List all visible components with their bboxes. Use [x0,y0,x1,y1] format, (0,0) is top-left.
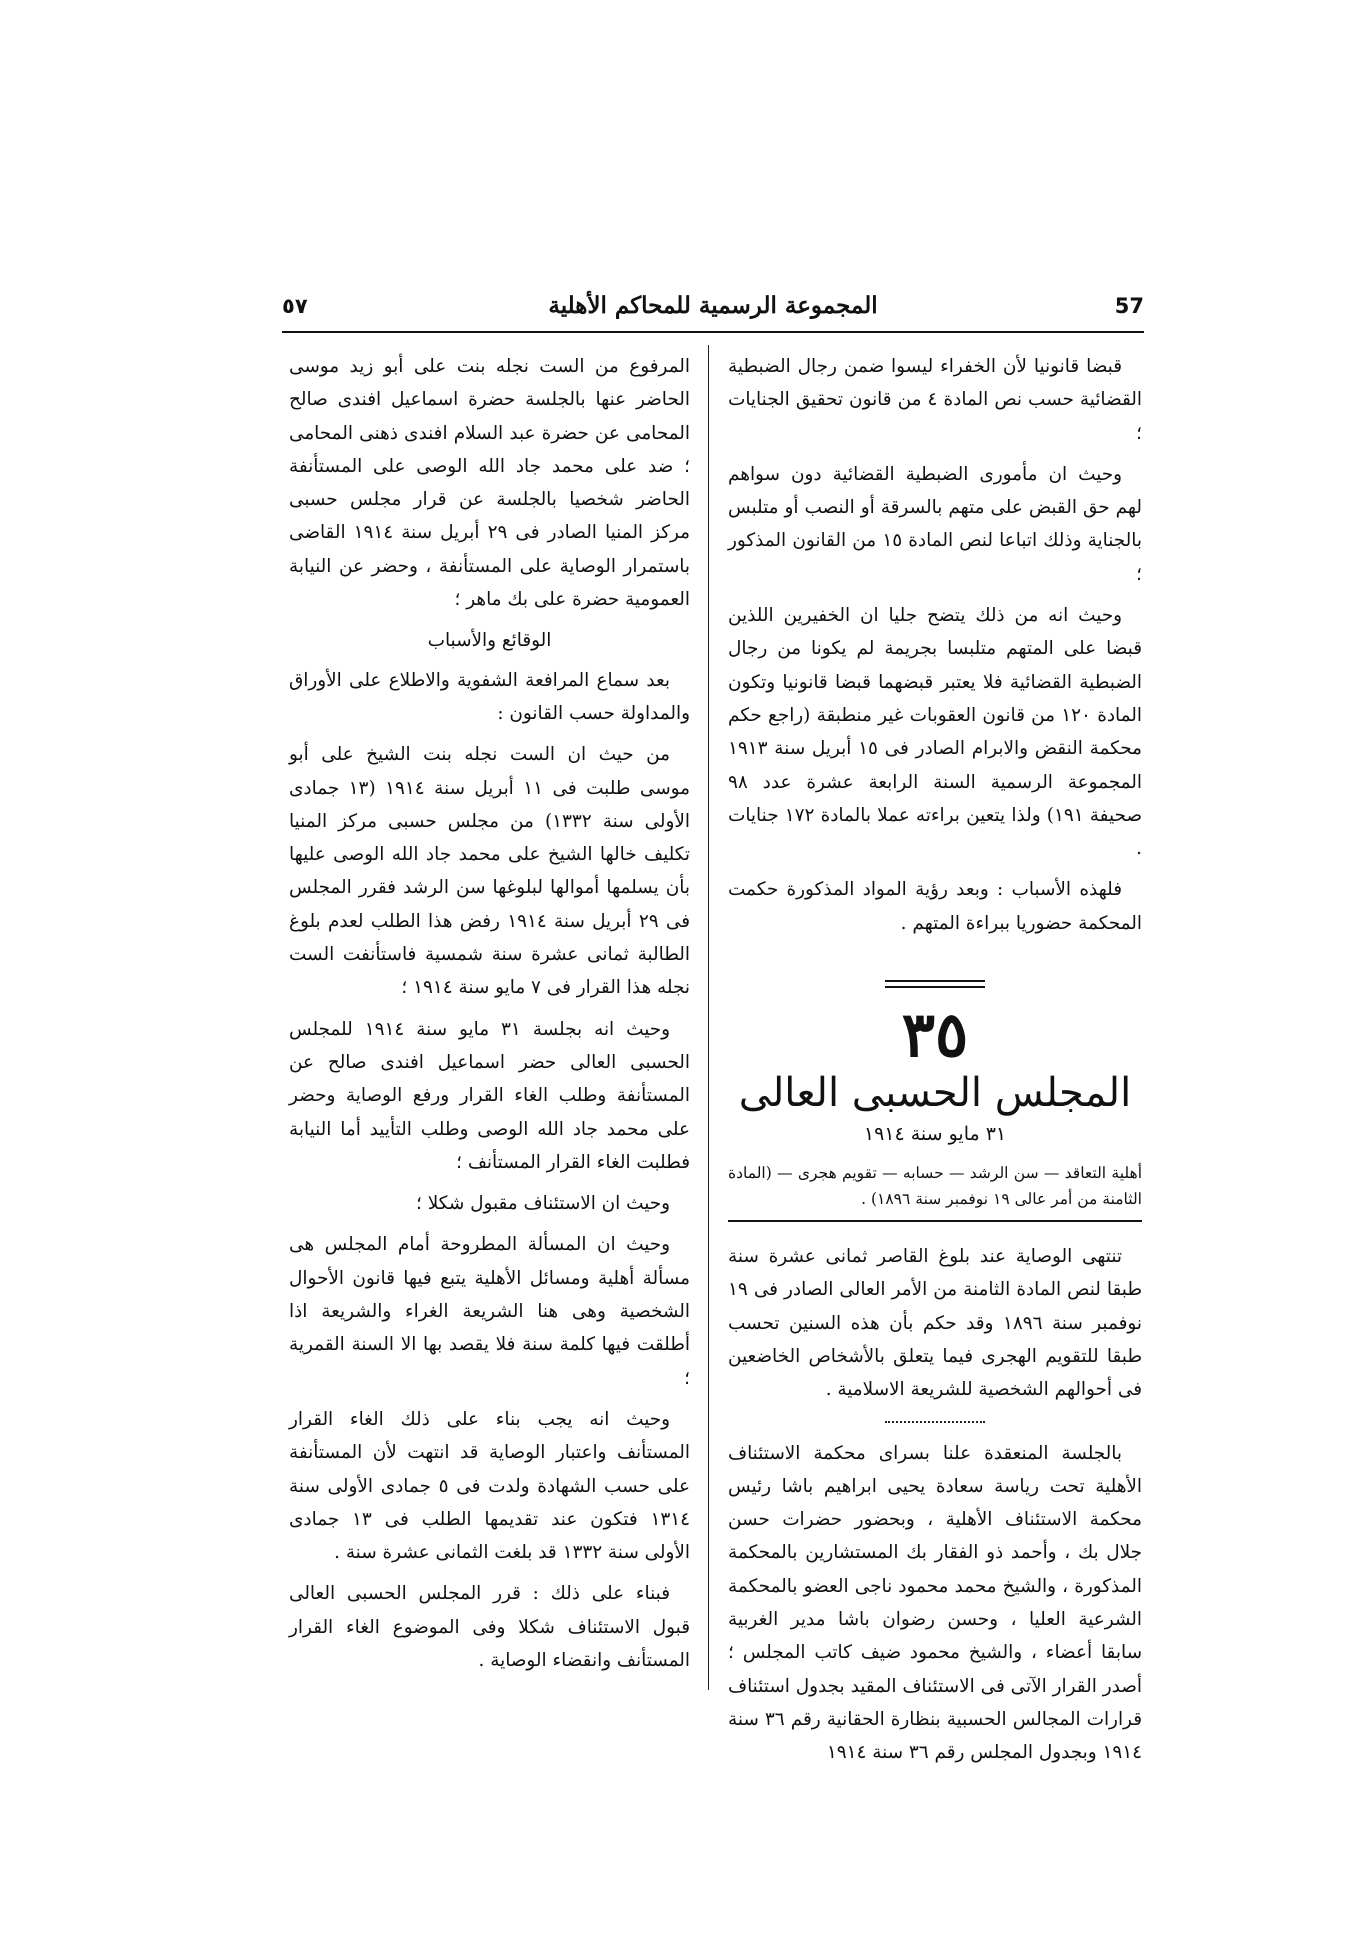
left-column [289,350,690,1685]
case-number: ٣٥ [901,998,969,1072]
paragraph: من حيث ان الست نجله بنت الشيخ على أبو موسى طلبت فى ١١ أبريل سنة ١٩١٤ (١٣ جمادى الأولى سنة ١٣٣٢) من مجلس حسبى مركز المنيا تكليف خالها الشيخ على محمد جاد الله الوصى عليها بأن يسلمها أموالها لبلوغها سن الرشد فقرر المجلس فى ٢٩ أبريل سنة ١٩١٤ رفض هذا الطلب لعدم بلوغ الطالبة ثمانى عشرة سنة شمسية فاستأنفت الست نجله هذا القرار فى ٧ مايو سنة ١٩١٤ ؛ [289,744,690,999]
paragraph: المرفوع من الست نجله بنت على أبو زيد موسى الحاضر عنها بالجلسة حضرة اسماعيل افندى صالح المحامى عن حضرة عبد السلام افندى ذهنى المحامى ؛ ضد على محمد جاد الله الوصى على المستأنفة الحاضر شخصيا بالجلسة عن قرار مجلس حسبى مركز المنيا الصادر فى ٢٩ أبريل سنة ١٩١٤ القاضى باستمرار الوصاية على المستأنفة ، وحضر عن النيابة العمومية حضرة على بك ماهر ؛ [289,356,690,611]
right-column [728,350,1142,1778]
case-keywords: أهلية التعاقد — سن الرشد — حسابه — تقويم هجرى — (المادة الثامنة من أمر عالى ١٩ نوفمبر سنة ١٨٩٦) . [728,1164,1142,1209]
paragraph: وحيث انه من ذلك يتضح جليا ان الخفيرين اللذين قبضا على المتهم متلبسا بجريمة لم يكونا من رجال الضبطية القضائية فلا يعتبر قبضهما قبضا قانونيا وتكون المادة ١٢٠ من قانون العقوبات غير منطبقة (راجع حكم محكمة النقض والابرام الصادر فى ١٥ أبريل سنة ١٩١٣ المجموعة الرسمية السنة الرابعة عشرة عدد ٩٨ صحيفة ١٩١) ولذا يتعين براءته عملا بالمادة ١٧٢ جنايات . [728,605,1143,860]
court-name: المجلس الحسبى العالى [738,1070,1132,1117]
dotted-separator [885,1421,985,1423]
paragraph: وحيث ان الاستئناف مقبول شكلا ؛ [416,1193,670,1215]
case-summary: تنتهى الوصاية عند بلوغ القاصر ثمانى عشرة سنة طبقا لنص المادة الثامنة من الأمر العالى الصادر فى ١٩ نوفمبر سنة ١٨٩٦ وقد حكم بأن هذه السنين تحسب طبقا للتقويم الهجرى فيما يتعلق بالأشخاص الخاضعين فى أحوالهم الشخصية للشريعة الاسلامية . [728,1246,1142,1401]
paragraph: وحيث ان المسألة المطروحة أمام المجلس هى مسألة أهلية ومسائل الأهلية يتبع فيها قانون الأحوال الشخصية وهى هنا الشريعة الغراء والشريعة اذا أطلقت فيها كلمة سنة فلا يقصد بها الا السنة القمرية ؛ [289,1234,690,1389]
section-separator [885,980,985,988]
paragraph: وحيث انه بجلسة ٣١ مايو سنة ١٩١٤ للمجلس الحسبى العالى حضر اسماعيل افندى صالح عن المستأنفة وطلب الغاء القرار ورفع الوصاية وحضر على محمد جاد الله الوصى وطلب التأييد أما النيابة فطلبت الغاء القرار المستأنف ؛ [289,1018,690,1173]
case-date: ٣١ مايو سنة ١٩١٤ [863,1123,1007,1146]
page-number-latin: 57 [1114,294,1144,318]
paragraph: فلهذه الأسباب : وبعد رؤية المواد المذكورة حكمت المحكمة حضوريا ببراءة المتهم . [728,879,1142,934]
paragraph: وحيث انه يجب بناء على ذلك الغاء القرار المستأنف واعتبار الوصاية قد انتهت لأن المستأنفة على حسب الشهادة ولدت فى ٥ جمادى الأولى سنة ١٣١٤ فتكون عند تقديمها الطلب فى ١٣ جمادى الأولى سنة ١٣٣٢ قد بلغت الثمانى عشرة سنة . [289,1408,690,1564]
column-divider [708,345,709,1690]
paragraph: فبناء على ذلك : قرر المجلس الحسبى العالى قبول الاستئناف شكلا وفى الموضوع الغاء القرار المستأنف وانقضاء الوصاية . [289,1583,690,1671]
summary-rule [728,1220,1142,1222]
running-title: المجموعة الرسمية للمحاكم الأهلية [548,292,878,319]
paragraph: قبضا قانونيا لأن الخفراء ليسوا ضمن رجال الضبطية القضائية حسب نص المادة ٤ من قانون تحقيق الجنايات ؛ [728,356,1142,444]
paragraph: بعد سماع المرافعة الشفوية والاطلاع على الأوراق والمداولة حسب القانون : [289,669,690,724]
header-rule [282,331,1144,333]
page-header [282,290,1144,330]
page-number-arabic: ٥٧ [282,294,308,318]
session-text: بالجلسة المنعقدة علنا بسراى محكمة الاستئناف الأهلية تحت رياسة سعادة يحيى ابراهيم باشا رئيس محكمة الاستئناف الأهلية ، وبحضور حضرات حسن جلال بك ، وأحمد ذو الفقار بك المستشارين بالمحكمة المذكورة ، والشيخ محمد محمود ناجى العضو بالمحكمة الشرعية العليا ، وحسن رضوان باشا مدير الغربية سابقا أعضاء ، والشيخ محمود ضيف كاتب المجلس ؛ أصدر القرار الآتى فى الاستئناف المقيد بجدول استئناف قرارات المجالس الحسبية بنظارة الحقانية رقم ٣٦ سنة ١٩١٤ وبجدول المجلس رقم ٣٦ سنة ١٩١٤ [728,1442,1142,1764]
paragraph: وحيث ان مأمورى الضبطية القضائية دون سواهم لهم حق القبض على متهم بالسرقة أو النصب أو متلبس بالجناية وذلك اتباعا لنص المادة ١٥ من القانون المذكور ؛ [728,463,1142,585]
section-heading: الوقائع والأسباب [427,630,552,652]
